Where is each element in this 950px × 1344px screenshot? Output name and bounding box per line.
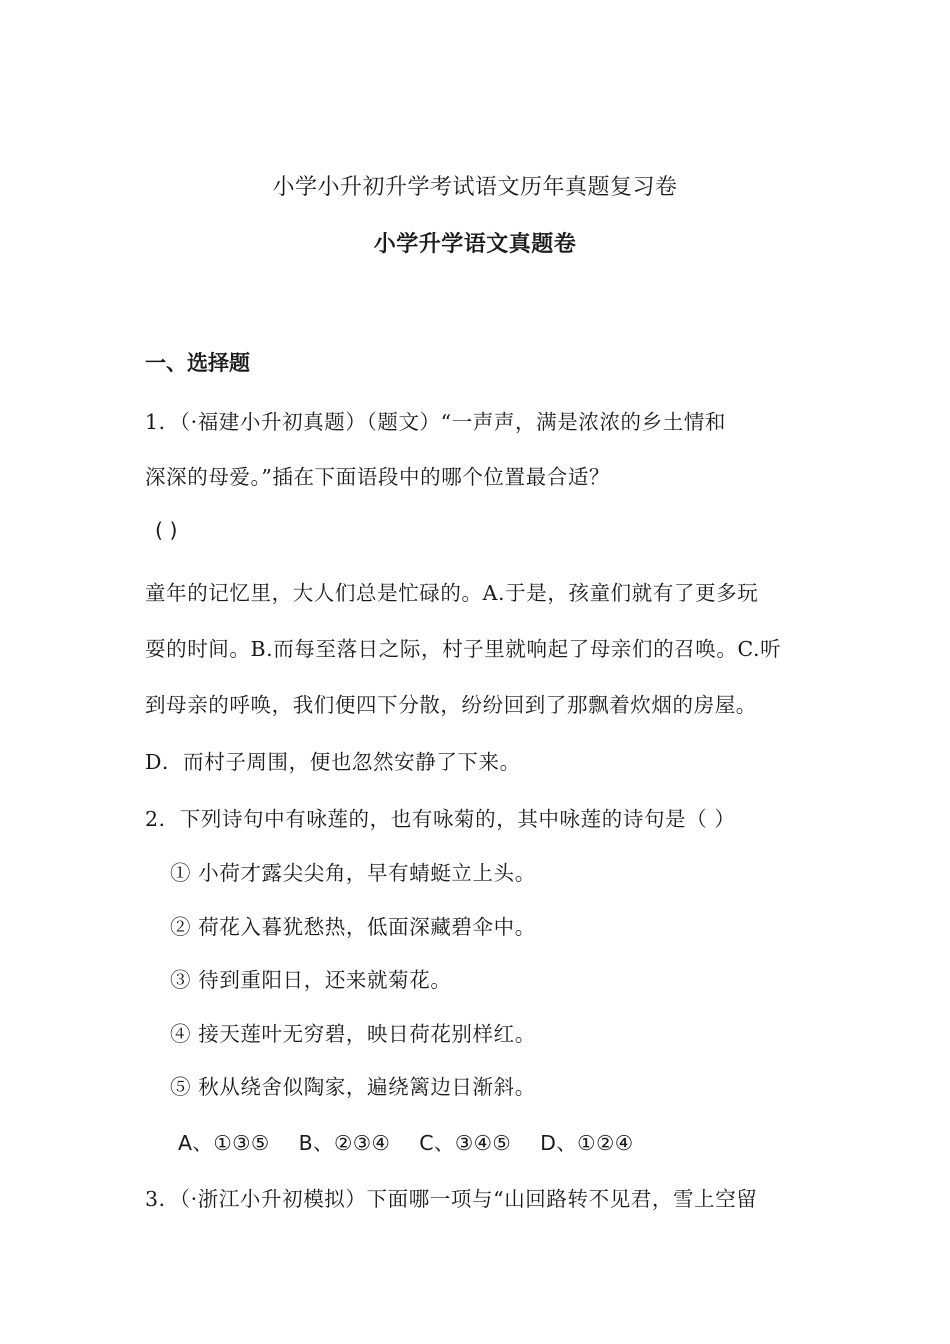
q1-stem-line-1: 1．（·福建小升初真题）（题文）“一声声，满是浓浓的乡土情和 (145, 410, 727, 434)
q1-answer-blank: ( ) (155, 518, 178, 542)
q2-option-d: D、①②④ (540, 1131, 634, 1155)
q3-stem-line-1: 3．（·浙江小升初模拟）下面哪一项与“山回路转不见君，雪上空留 (145, 1187, 758, 1211)
q2-stem: 2．下列诗句中有咏莲的，也有咏菊的，其中咏莲的诗句是（ ） (145, 807, 736, 831)
document-title: 小学小升初升学考试语文历年真题复习卷 (272, 175, 678, 200)
section-heading: 一、选择题 (145, 351, 250, 375)
q1-stem-line-2: 深深的母爱。”插在下面语段中的哪个位置最合适？ (145, 465, 611, 489)
q2-poem-item: ① 小荷才露尖尖角，早有蜻蜓立上头。 (170, 861, 536, 885)
q2-poem-item: ⑤ 秋从绕舍似陶家，遍绕篱边日渐斜。 (170, 1075, 536, 1099)
q1-passage-line-1: 童年的记忆里，大人们总是忙碌的。A.于是，孩童们就有了更多玩 (145, 581, 759, 605)
q2-option-a: A、①③⑤ (178, 1131, 270, 1155)
q1-passage-line-2: 耍的时间。B.而每至落日之际，村子里就响起了母亲们的召唤。C.听 (145, 637, 782, 661)
q2-option-c: C、③④⑤ (419, 1131, 512, 1155)
q2-poem-item: ② 荷花入暮犹愁热，低面深藏碧伞中。 (170, 915, 536, 939)
q2-poem-item: ④ 接天莲叶无穷碧，映日荷花别样红。 (170, 1022, 536, 1046)
q2-option-b: B、②③④ (298, 1131, 391, 1155)
q1-passage-line-3: 到母亲的呼唤，我们便四下分散，纷纷回到了那飘着炊烟的房屋。 (145, 693, 757, 717)
document-subtitle: 小学升学语文真题卷 (373, 232, 577, 257)
q2-poem-item: ③ 待到重阳日，还来就菊花。 (170, 968, 452, 992)
q2-options (178, 1126, 656, 1156)
q1-passage-line-4: D．而村子周围，便也忽然安静了下来。 (145, 750, 521, 774)
